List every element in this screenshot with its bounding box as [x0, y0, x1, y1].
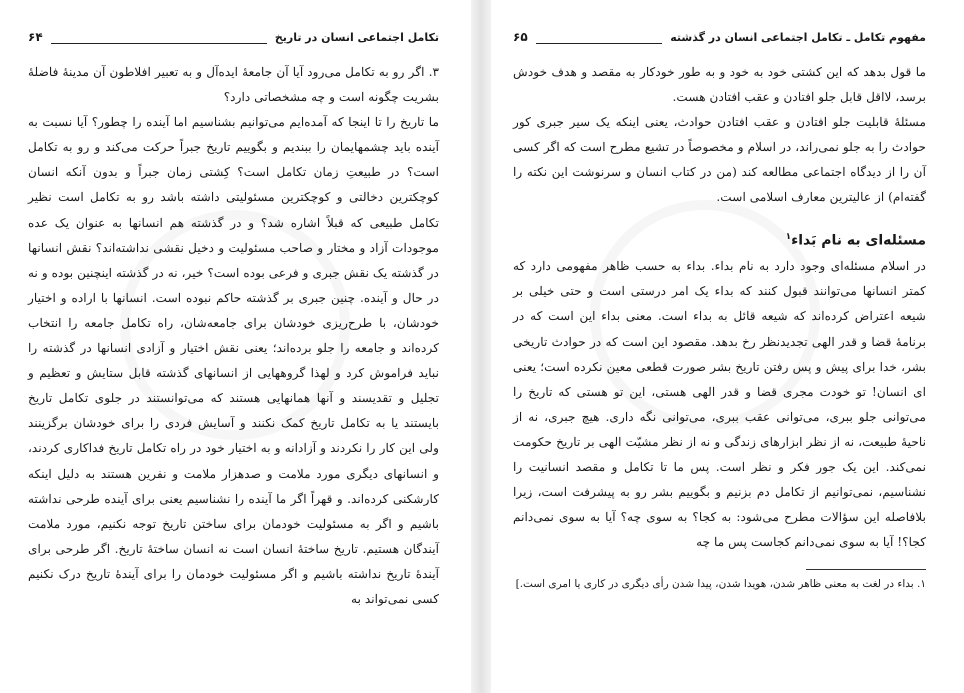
paragraph: ما قول بدهد که این کشتی خود به خود و به طور خودکار به مقصد و هدف خودش برسد، لااقل قابل جلو افتادن و عقب افتادن هست. [513, 65, 926, 105]
header-rule [536, 36, 663, 44]
running-head [513, 26, 926, 44]
footnote-marker: ۱ [785, 231, 792, 242]
paragraph: در اسلام مسئله‌ای وجود دارد به نام بداء. بداء به حسب ظاهر مفهومی دارد که کمتر انسانها می‌توانند قبول کنند که بداء یک امر درستی است و حتی خیلی بر شیعه اعتراض کرده‌اند که شیعه قائل به بداء است. معنی بداء این است که در برنامهٔ قضا و قدر الهی تجدیدنظر رخ بدهد. مقصود این است که در حوادث تاریخی بشر، خدا برای پیش و پس رفتن تاریخ بشر صورت قطعی معین نکرده است؛ یعنی ای انسان! تو خودت مجری قضا و قدر الهی هستی، این تو هستی که تاریخ را می‌توانی جلو ببری، می‌توانی عقب ببری، می‌توانی نگه داری. هیچ جبری، نه از ناحیهٔ طبیعت، نه از نظر ابزارهای زندگی و نه از نظر مشیّت الهی بر تاریخ حکومت نمی‌کند. این یک جور فکر و نظر است. پس ما تا تکامل و مقصد انسانیت را نشناسیم، نمی‌توانیم از تکامل دم بزنیم و بگوییم بشر رو به پیشرفت است، زیرا بلافاصله این سؤالات مطرح می‌شود: به کجا؟ به سوی چه؟ آیا به سوی نمی‌دانم کجا؟! آیا به سوی نمی‌دانم کجاست پس ما چه [513, 259, 926, 550]
paragraph: ۳. اگر رو به تکامل می‌رود آیا آن جامعهٔ ایده‌آل و به تعبیر افلاطون آن مدینهٔ فاضلهٔ بشریت چگونه است و چه مشخصاتی دارد؟ [28, 65, 439, 105]
paragraph: ما تاریخ را تا اینجا که آمده‌ایم می‌توانیم بشناسیم اما آینده را چطور؟ آیا نسبت به آینده باید چشمهایمان را ببندیم و بگوییم تاریخ جبراً حرکت می‌کند و رو به تکامل است؟ در طبیعتِ زمان تکامل است؟ کِشتی زمان جبراً و بدون آنکه انسان کوچکترین دخالتی و کوچکترین مسئولیتی داشته باشد رو به تکامل است نظیر تکامل طبیعی که قبلاً اشاره شد؟ و در گذشته هم انسانها به عنوان یک عده موجودات آزاد و مختار و صاحب مسئولیت و دخیل نقشی نداشته‌اند؟ نقش انسانها در گذشته یک نقش جبری و فرعی بوده است؟ خیر، نه در گذشته اینچنین بوده و نه در حال و آینده. چنین جبری بر گذشته حاکم نبوده است. انسانها با اراده و اختیار خودشان، با طرح‌ریزی خودشان برای جامعه‌شان، راه تکامل جامعه را انتخاب کرده‌اند و جامعه را جلو برده‌اند؛ یعنی نقش اختیار و آزادی انسانها در گذشته را نباید فراموش کرد و لهذا گروههایی از انسانهای گذشته قابل ستایش و تعظیم و تجلیل و تقدیسند و آنها همانهایی هستند که می‌توانستند در جلوی تکامل تاریخ بایستند یا به تکامل تاریخ کمک نکنند و آسایش فردی را برای خودشان برگزینند ولی این کار را نکردند و آزادانه و به اختیار خود در راه تکامل تاریخ فداکاری کردند، و انسانهای دیگری مورد ملامت و صدهزار ملامت و نفرین هستند به دلیل اینکه کارشکنی کرده‌اند. و قهراً اگر ما آینده را نشناسیم یعنی برای آینده طرحی نداشته باشیم و اگر به مسئولیت خودمان برای ساختن تاریخ توجه نکنیم، مورد ملامت آیندگان هستیم. تاریخ ساختهٔ انسان است نه انسان ساختهٔ تاریخ. اگر طرحی برای آیندهٔ تاریخ نداشته باشیم و اگر مسئولیت خودمان را برای آیندهٔ تاریخ درک نکنیم کسی نمی‌تواند به [28, 115, 439, 606]
page-number: ۶۴ [28, 30, 43, 44]
running-head [28, 26, 439, 44]
footnote-rule [806, 569, 926, 570]
running-title: تکامل اجتماعی انسان در تاریخ [274, 31, 439, 44]
right-page [491, 0, 964, 693]
section-heading-text: مسئله‌ای به نام بَداء [791, 232, 926, 249]
header-rule [51, 36, 267, 44]
footnote: ۱. بداء در لغت به معنی ظاهر شدن، هویدا شدن، پیدا شدن رأی دیگری در کاری یا امری است.] [515, 578, 926, 591]
left-page [0, 0, 471, 693]
running-title: مفهوم تکامل ـ تکامل اجتماعی انسان در گذشته [670, 31, 926, 44]
section-heading [513, 225, 926, 253]
paragraph: مسئلهٔ قابلیت جلو افتادن و عقب افتادن حوادث، یعنی اینکه یک سیر جبری کور حوادث را به جلو نمی‌راند، در اسلام و مخصوصاً در تشیع مطرح است که اگر کسی آن را از دیدگاه اجتماعی مطالعه کند (من در کتاب انسان و سرنوشت این نکته را گفته‌ام) از عالیترین معارف اسلامی است. [513, 115, 926, 205]
page-body [28, 60, 439, 612]
book-gutter [471, 0, 491, 693]
page-body [513, 60, 926, 594]
page-number: ۶۵ [513, 30, 528, 44]
